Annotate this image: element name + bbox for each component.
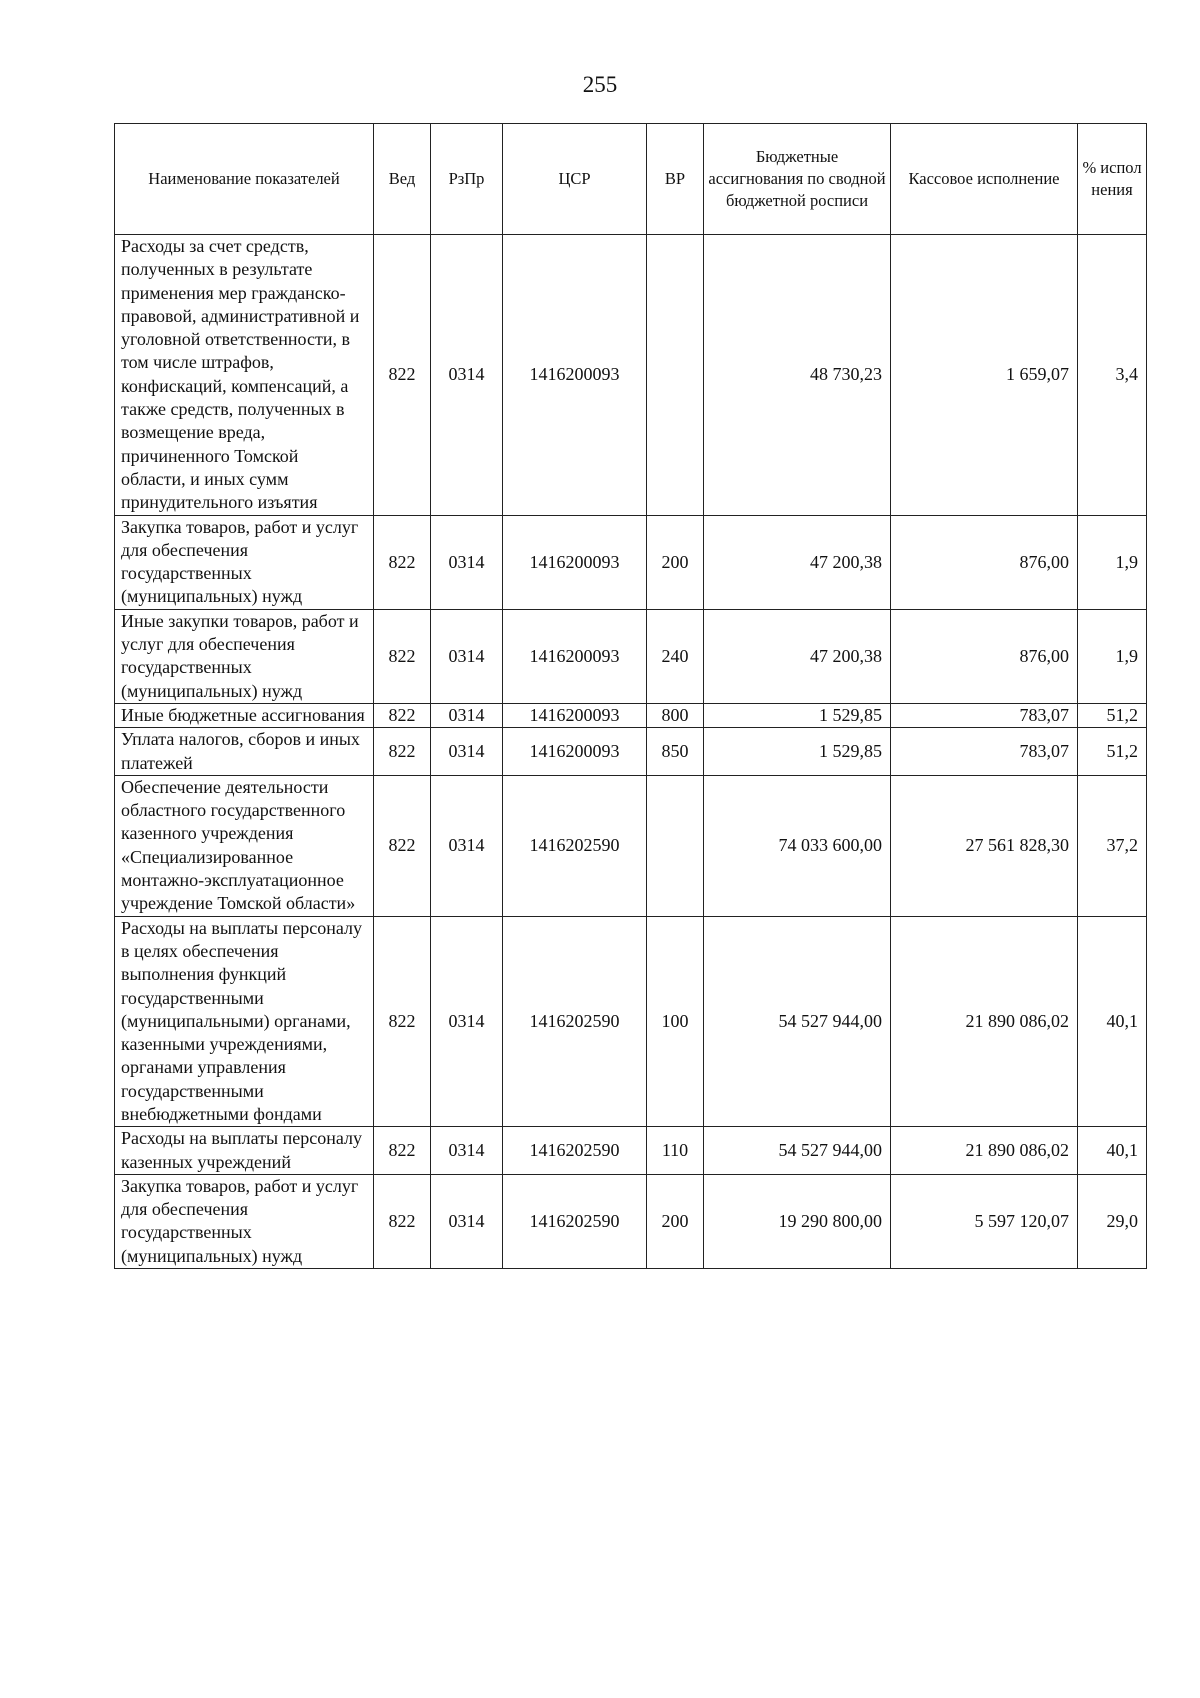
cell-execution-percent: 40,1 — [1078, 916, 1147, 1127]
cell-section-subsection: 0314 — [431, 703, 503, 727]
table-row — [115, 515, 1147, 609]
cell-expense-type: 850 — [647, 728, 704, 776]
cell-indicator-name: Расходы за счет средств, полученных в результате применения мер гражданско-правовой, административной и уголовной ответственности, в том числе штрафов, конфискаций, компенсаций, а также средств, полученных в возмещение вреда, причиненного Томской области, и иных сумм принудительного изъятия — [115, 235, 374, 516]
cell-indicator-name: Иные бюджетные ассигнования — [115, 703, 374, 727]
cell-target-article: 1416202590 — [503, 775, 647, 916]
cell-expense-type — [647, 775, 704, 916]
cell-execution-percent: 29,0 — [1078, 1174, 1147, 1268]
cell-section-subsection: 0314 — [431, 1174, 503, 1268]
table-body — [115, 235, 1147, 1269]
cell-section-subsection: 0314 — [431, 235, 503, 516]
page-number: 255 — [582, 72, 618, 97]
cell-budget-allocations: 47 200,38 — [704, 515, 891, 609]
cell-execution-percent: 51,2 — [1078, 703, 1147, 727]
cell-department: 822 — [374, 609, 431, 703]
cell-target-article: 1416202590 — [503, 1127, 647, 1175]
header-cash-execution: Кассовое исполнение — [891, 124, 1078, 235]
cell-expense-type: 100 — [647, 916, 704, 1127]
table-row — [115, 1174, 1147, 1268]
cell-budget-allocations: 48 730,23 — [704, 235, 891, 516]
cell-indicator-name: Иные закупки товаров, работ и услуг для обеспечения государственных (муниципальных) нужд — [115, 609, 374, 703]
cell-execution-percent: 37,2 — [1078, 775, 1147, 916]
header-execution-percent: % испол нения — [1078, 124, 1147, 235]
cell-budget-allocations: 1 529,85 — [704, 728, 891, 776]
cell-expense-type — [647, 235, 704, 516]
cell-section-subsection: 0314 — [431, 609, 503, 703]
header-indicator-name: Наименование показателей — [115, 124, 374, 235]
cell-cash-execution: 21 890 086,02 — [891, 1127, 1078, 1175]
cell-expense-type: 110 — [647, 1127, 704, 1175]
cell-section-subsection: 0314 — [431, 515, 503, 609]
cell-expense-type: 200 — [647, 515, 704, 609]
cell-execution-percent: 1,9 — [1078, 609, 1147, 703]
cell-department: 822 — [374, 1174, 431, 1268]
cell-cash-execution: 783,07 — [891, 703, 1078, 727]
cell-cash-execution: 1 659,07 — [891, 235, 1078, 516]
cell-indicator-name: Расходы на выплаты персоналу в целях обеспечения выполнения функций государственными (муниципальными) органами, казенными учреждениями, органами управления государственными внебюджетными фондами — [115, 916, 374, 1127]
table-row — [115, 775, 1147, 916]
cell-cash-execution: 876,00 — [891, 609, 1078, 703]
table-row — [115, 1127, 1147, 1175]
cell-cash-execution: 5 597 120,07 — [891, 1174, 1078, 1268]
cell-department: 822 — [374, 775, 431, 916]
cell-expense-type: 240 — [647, 609, 704, 703]
cell-section-subsection: 0314 — [431, 728, 503, 776]
cell-budget-allocations: 1 529,85 — [704, 703, 891, 727]
header-budget-allocations: Бюджетные ассигнования по сводной бюджетной росписи — [704, 124, 891, 235]
cell-cash-execution: 21 890 086,02 — [891, 916, 1078, 1127]
cell-cash-execution: 27 561 828,30 — [891, 775, 1078, 916]
cell-target-article: 1416200093 — [503, 609, 647, 703]
table-row — [115, 235, 1147, 516]
cell-target-article: 1416200093 — [503, 703, 647, 727]
cell-target-article: 1416200093 — [503, 728, 647, 776]
header-section-subsection: РзПр — [431, 124, 503, 235]
table-row — [115, 609, 1147, 703]
table-row — [115, 916, 1147, 1127]
cell-department: 822 — [374, 1127, 431, 1175]
cell-expense-type: 800 — [647, 703, 704, 727]
cell-budget-allocations: 74 033 600,00 — [704, 775, 891, 916]
cell-indicator-name: Закупка товаров, работ и услуг для обеспечения государственных (муниципальных) нужд — [115, 515, 374, 609]
table-header-row — [115, 124, 1147, 235]
cell-indicator-name: Расходы на выплаты персоналу казенных учреждений — [115, 1127, 374, 1175]
cell-expense-type: 200 — [647, 1174, 704, 1268]
cell-department: 822 — [374, 235, 431, 516]
cell-section-subsection: 0314 — [431, 1127, 503, 1175]
cell-department: 822 — [374, 703, 431, 727]
cell-cash-execution: 783,07 — [891, 728, 1078, 776]
cell-execution-percent: 51,2 — [1078, 728, 1147, 776]
cell-execution-percent: 3,4 — [1078, 235, 1147, 516]
cell-execution-percent: 1,9 — [1078, 515, 1147, 609]
cell-department: 822 — [374, 916, 431, 1127]
budget-execution-table — [114, 123, 1147, 1269]
cell-budget-allocations: 54 527 944,00 — [704, 1127, 891, 1175]
cell-target-article: 1416202590 — [503, 916, 647, 1127]
cell-section-subsection: 0314 — [431, 916, 503, 1127]
cell-section-subsection: 0314 — [431, 775, 503, 916]
header-expense-type: ВР — [647, 124, 704, 235]
cell-execution-percent: 40,1 — [1078, 1127, 1147, 1175]
cell-indicator-name: Обеспечение деятельности областного государственного казенного учреждения «Специализированное монтажно-эксплуатационное учреждение Томской области» — [115, 775, 374, 916]
cell-target-article: 1416200093 — [503, 235, 647, 516]
cell-indicator-name: Уплата налогов, сборов и иных платежей — [115, 728, 374, 776]
cell-department: 822 — [374, 728, 431, 776]
cell-indicator-name: Закупка товаров, работ и услуг для обеспечения государственных (муниципальных) нужд — [115, 1174, 374, 1268]
header-department: Вед — [374, 124, 431, 235]
header-target-article: ЦСР — [503, 124, 647, 235]
cell-cash-execution: 876,00 — [891, 515, 1078, 609]
cell-budget-allocations: 19 290 800,00 — [704, 1174, 891, 1268]
cell-target-article: 1416202590 — [503, 1174, 647, 1268]
table-row — [115, 728, 1147, 776]
table-row — [115, 703, 1147, 727]
cell-budget-allocations: 54 527 944,00 — [704, 916, 891, 1127]
cell-department: 822 — [374, 515, 431, 609]
cell-budget-allocations: 47 200,38 — [704, 609, 891, 703]
cell-target-article: 1416200093 — [503, 515, 647, 609]
